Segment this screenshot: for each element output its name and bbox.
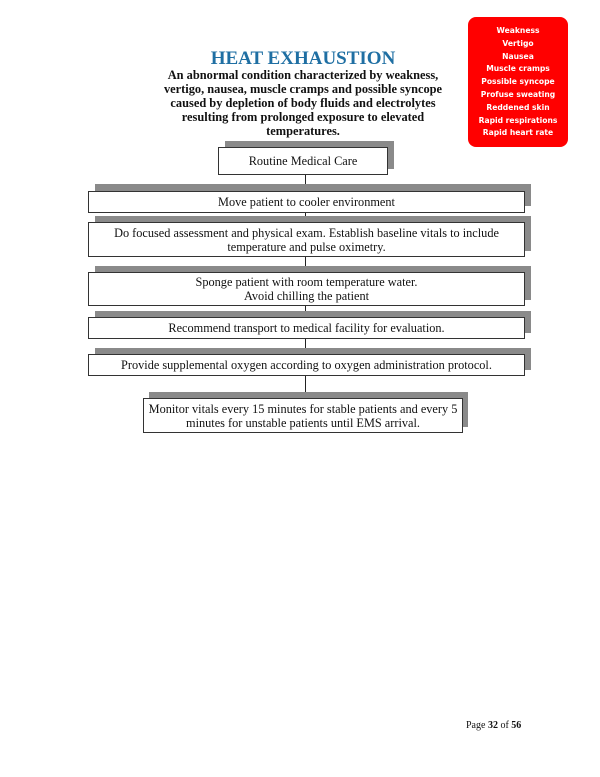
symptom-item: Possible syncope [481, 77, 555, 87]
page-label: Page [466, 720, 486, 731]
flow-step-box [88, 191, 525, 213]
flow-step-label: Provide supplemental oxygen according to oxygen administration protocol. [121, 358, 492, 372]
current-page: 32 [487, 720, 498, 731]
flow-step-label: minutes for unstable patients until EMS arrival. [186, 415, 420, 430]
flow-step-box [88, 354, 525, 376]
flow-step-label: Sponge patient with room temperature water. [195, 275, 418, 289]
flow-start-label: Routine Medical Care [248, 154, 358, 168]
flow-step-label: Recommend transport to medical facility for evaluation. [168, 321, 445, 335]
symptom-item: Rapid heart rate [482, 128, 554, 138]
flow-step-box [88, 222, 525, 257]
flow-start-box [218, 147, 388, 175]
symptom-item: Vertigo [502, 38, 534, 48]
total-pages: 56 [511, 720, 522, 731]
flow-step-box [88, 272, 525, 306]
symptoms-box [468, 17, 568, 147]
flow-step-label: Monitor vitals every 15 minutes for stable patients and every 5 [148, 401, 458, 416]
flow-step-label: temperature and pulse oximetry. [227, 239, 386, 254]
symptom-item: Rapid respirations [478, 115, 558, 125]
page-number [466, 720, 521, 731]
of-label: of [500, 720, 509, 731]
symptom-item: Weakness [496, 26, 540, 35]
symptom-item: Muscle cramps [486, 64, 550, 74]
flow-step-label: Do focused assessment and physical exam. Establish baseline vitals to include [114, 225, 499, 240]
symptom-item: Profuse sweating [480, 89, 556, 99]
symptom-item: Reddened skin [486, 102, 550, 112]
flow-step-label: Move patient to cooler environment [218, 195, 395, 209]
flow-step-box [143, 398, 463, 433]
flow-step-box [88, 317, 525, 339]
page-title: HEAT EXHAUSTION [210, 48, 396, 69]
symptom-item: Nausea [502, 51, 534, 61]
condition-description: An abnormal condition characterized by weakness, vertigo, nausea, muscle cramps and possible syncope caused by depletion of body fluids and electrolytes resulting from prolonged exposure to elevated temperatures. [163, 68, 443, 138]
flow-step-label: Avoid chilling the patient [243, 289, 370, 303]
